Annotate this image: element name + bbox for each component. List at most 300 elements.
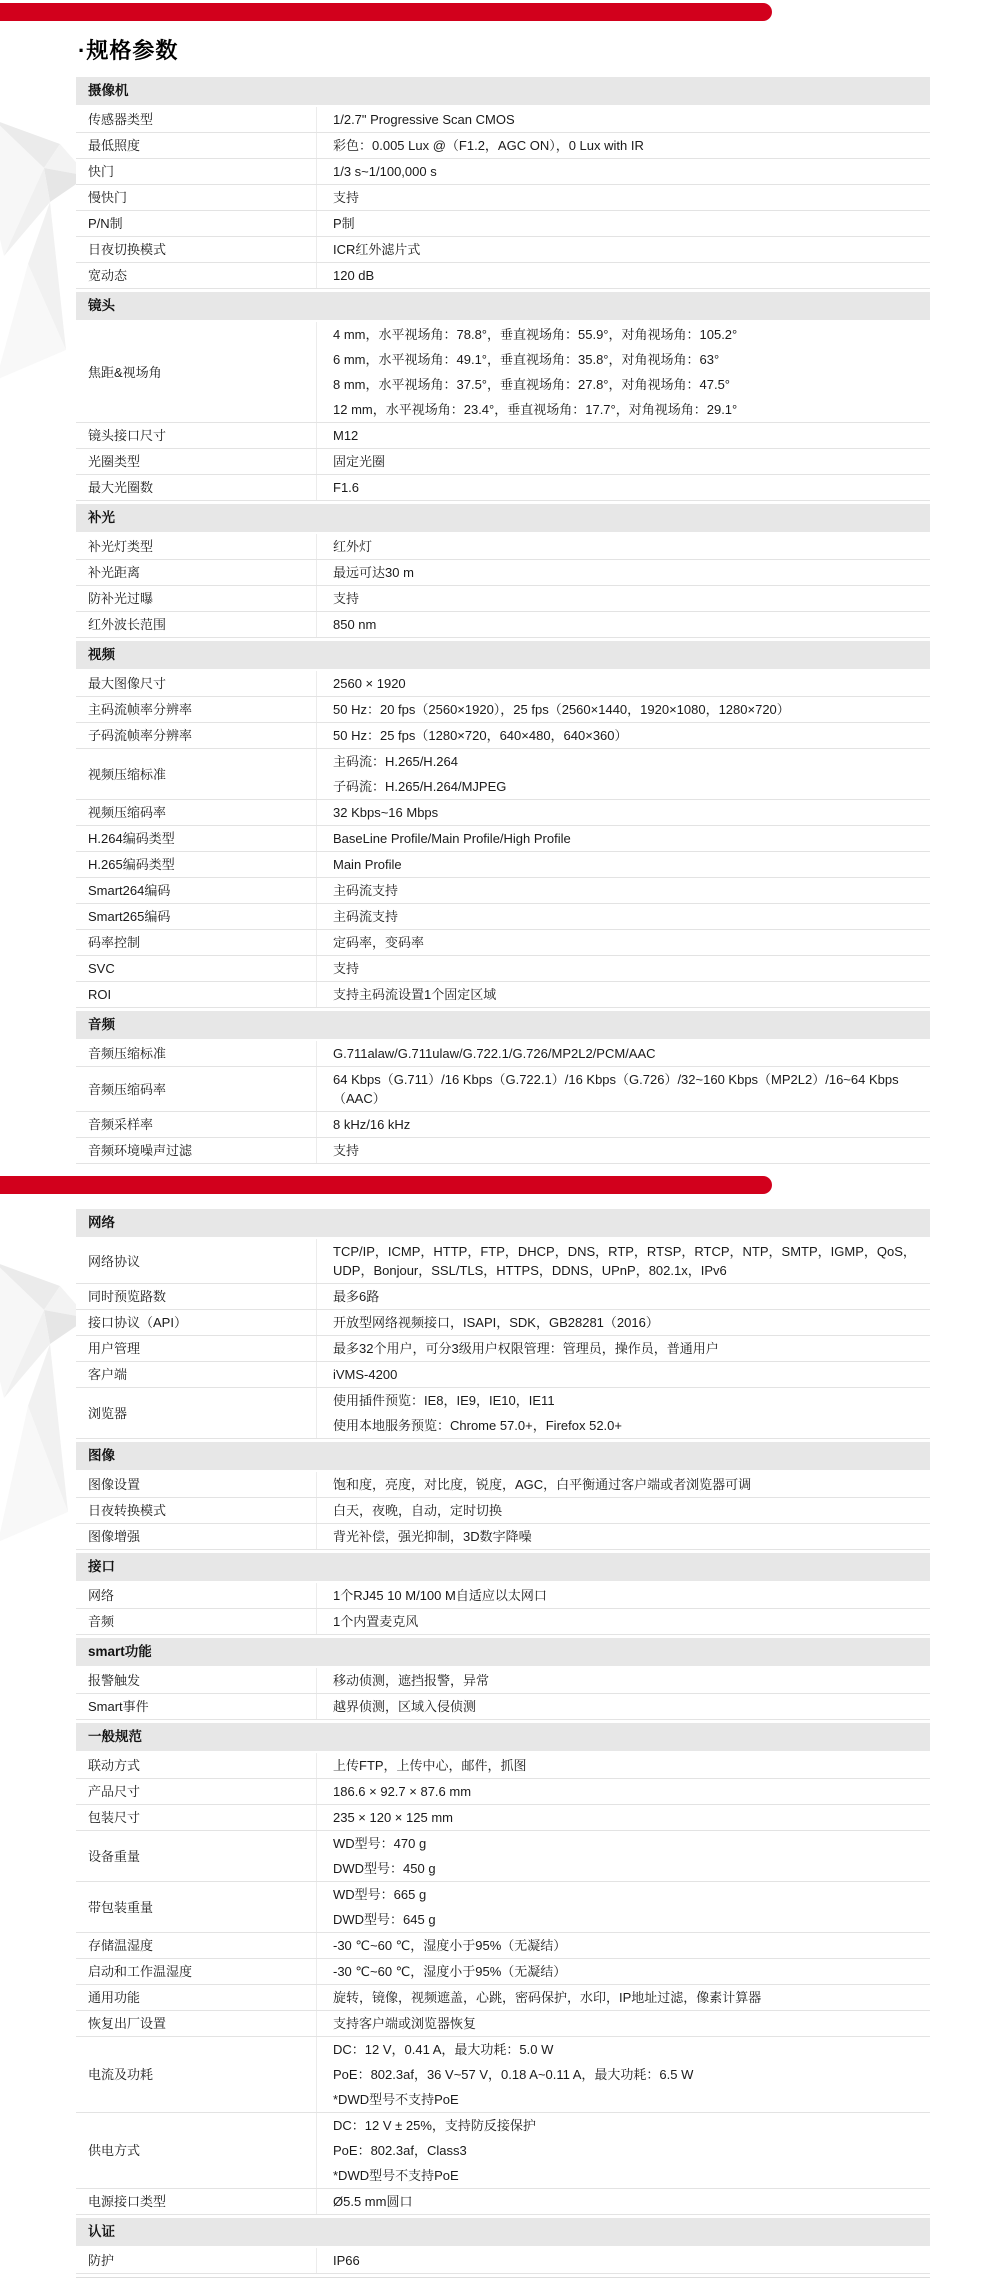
spec-value-line: 最多6路: [333, 1289, 380, 1304]
spec-label: 音频采样率: [88, 1117, 154, 1132]
middle-red-divider-bar: [0, 1176, 772, 1194]
spec-label: 码率控制: [88, 935, 141, 950]
spec-row: [76, 930, 930, 956]
spec-value-cell: [316, 1831, 930, 1881]
spec-value-line: M12: [333, 428, 359, 443]
spec-value-cell: [316, 1067, 930, 1111]
section-header: 一般规范: [76, 1723, 930, 1751]
spec-label-cell: [76, 1779, 316, 1804]
spec-value-line: IP66: [333, 2253, 360, 2268]
spec-label: 供电方式: [88, 2143, 141, 2158]
spec-value-line: PoE：802.3af，36 V~57 V，0.18 A~0.11 A，最大功耗：6.5 W: [333, 2067, 694, 2082]
spec-value-line: 主码流：H.265/H.264: [333, 754, 458, 769]
spec-value-cell: [316, 211, 930, 236]
spec-label: 最低照度: [88, 138, 141, 153]
spec-label-cell: [76, 449, 316, 474]
spec-row: [76, 1362, 930, 1388]
spec-label-cell: [76, 671, 316, 696]
spec-row: [76, 133, 930, 159]
spec-label: 日夜转换模式: [88, 1503, 167, 1518]
top-red-divider-bar: [0, 3, 772, 21]
spec-label-cell: [76, 107, 316, 132]
spec-value-line: DC：12 V ± 25%，支持防反接保护: [333, 2118, 536, 2133]
spec-value-line: 64 Kbps（G.711）/16 Kbps（G.722.1）/16 Kbps（G.726）/32~160 Kbps（MP2L2）/16~64 Kbps（AAC）: [333, 1072, 899, 1106]
spec-value-cell: [316, 534, 930, 559]
spec-row: [76, 1336, 930, 1362]
spec-value-cell: [316, 1609, 930, 1634]
spec-value-cell: [316, 1985, 930, 2010]
spec-row: [76, 956, 930, 982]
spec-value-line: PoE：802.3af，Class3: [333, 2143, 467, 2158]
spec-row: [76, 237, 930, 263]
spec-value-line: 开放型网络视频接口，ISAPI，SDK，GB28281（2016）: [333, 1315, 659, 1330]
spec-label: 音频: [88, 1614, 115, 1629]
spec-value-cell: [316, 263, 930, 288]
spec-value-line: 旋转，镜像，视频遮盖，心跳，密码保护，水印，IP地址过滤，像素计算器: [333, 1990, 762, 2005]
spec-label: 镜头接口尺寸: [88, 428, 167, 443]
spec-row: [76, 107, 930, 133]
spec-value-line: 主码流支持: [333, 909, 399, 924]
spec-value-cell: [316, 423, 930, 448]
spec-label-cell: [76, 1985, 316, 2010]
spec-value-line: 235 × 120 × 125 mm: [333, 1810, 453, 1825]
spec-value-line: 支持: [333, 190, 360, 205]
spec-label: 图像设置: [88, 1477, 141, 1492]
spec-value-cell: [316, 1362, 930, 1387]
spec-value-line: 饱和度，亮度，对比度，锐度，AGC，白平衡通过客户端或者浏览器可调: [333, 1477, 752, 1492]
spec-label-cell: [76, 1472, 316, 1497]
spec-label-cell: [76, 1668, 316, 1693]
spec-value-line: iVMS-4200: [333, 1367, 398, 1382]
spec-row: [76, 1933, 930, 1959]
spec-value-line: 固定光圈: [333, 454, 386, 469]
spec-label-cell: [76, 1362, 316, 1387]
spec-label-cell: [76, 1882, 316, 1932]
spec-label-cell: [76, 982, 316, 1007]
spec-value-line: 50 Hz：25 fps（1280×720，640×480，640×360）: [333, 728, 628, 743]
spec-label-cell: [76, 1310, 316, 1335]
spec-row: [76, 1805, 930, 1831]
spec-label-cell: [76, 1524, 316, 1549]
spec-row: [76, 1472, 930, 1498]
spec-row: [76, 1609, 930, 1635]
spec-row: [76, 1239, 930, 1284]
spec-label-cell: [76, 1284, 316, 1309]
spec-label: 带包装重量: [88, 1899, 154, 1915]
spec-label-cell: [76, 1583, 316, 1608]
spec-value-line: 1/3 s~1/100,000 s: [333, 164, 437, 179]
spec-label-cell: [76, 1609, 316, 1634]
section-header: 接口: [76, 1553, 930, 1581]
spec-value-line: 12 mm，水平视场角：23.4°，垂直视场角：17.7°，对角视场角：29.1°: [333, 402, 738, 417]
spec-row: [76, 1138, 930, 1164]
spec-label: SVC: [88, 961, 115, 976]
spec-row: [76, 2011, 930, 2037]
spec-value-cell: [316, 2037, 930, 2112]
spec-label-cell: [76, 211, 316, 236]
spec-value-line: 850 nm: [333, 617, 377, 632]
spec-label-cell: [76, 185, 316, 210]
spec-row: [76, 1882, 930, 1933]
spec-row: [76, 1753, 930, 1779]
spec-label: 音频压缩标准: [88, 1046, 167, 1061]
spec-row: [76, 1985, 930, 2011]
spec-label: 网络协议: [88, 1253, 141, 1269]
spec-value-cell: [316, 586, 930, 611]
spec-label-cell: [76, 1753, 316, 1778]
spec-value-cell: [316, 1472, 930, 1497]
spec-value-cell: [316, 1933, 930, 1958]
spec-label: 同时预览路数: [88, 1289, 167, 1304]
spec-value-line: 彩色：0.005 Lux @（F1.2，AGC ON），0 Lux with IR: [333, 138, 644, 153]
spec-label: 视频压缩标准: [88, 766, 167, 782]
spec-label-cell: [76, 2037, 316, 2112]
spec-value-line: 越界侦测，区域入侵侦测: [333, 1699, 477, 1714]
spec-label: H.264编码类型: [88, 831, 175, 846]
spec-value-cell: [316, 560, 930, 585]
spec-label-cell: [76, 159, 316, 184]
spec-value-line: Ø5.5 mm圆口: [333, 2194, 413, 2209]
spec-label: 用户管理: [88, 1341, 141, 1356]
spec-row: [76, 586, 930, 612]
spec-value-line: TCP/IP，ICMP，HTTP，FTP，DHCP，DNS，RTP，RTSP，RTCP，NTP，SMTP，IGMP，QoS，UDP，Bonjour，SSL/TLS，HTTPS，DDNS，UPnP，802.1x，IPv6: [333, 1244, 916, 1278]
spec-row: [76, 800, 930, 826]
spec-value-cell: [316, 1498, 930, 1523]
spec-value-cell: [316, 1310, 930, 1335]
spec-value-cell: [316, 1138, 930, 1163]
spec-value-line: 白天，夜晚，自动，定时切换: [333, 1503, 503, 1518]
spec-row: [76, 2113, 930, 2189]
spec-label-cell: [76, 800, 316, 825]
spec-row: [76, 534, 930, 560]
spec-label: 焦距&视场角: [88, 364, 162, 380]
section-header: smart功能: [76, 1638, 930, 1666]
spec-label: 产品尺寸: [88, 1784, 141, 1799]
spec-value-cell: [316, 2189, 930, 2214]
spec-label-cell: [76, 2113, 316, 2188]
spec-value-cell: [316, 904, 930, 929]
spec-value-line: *DWD型号不支持PoE: [333, 2168, 459, 2183]
spec-row: [76, 1041, 930, 1067]
spec-row: [76, 1112, 930, 1138]
spec-row: [76, 982, 930, 1008]
spec-label-cell: [76, 852, 316, 877]
spec-row: [76, 1694, 930, 1720]
spec-label: 通用功能: [88, 1990, 141, 2005]
spec-value-line: 最远可达30 m: [333, 565, 414, 580]
spec-label: 接口协议（API）: [88, 1315, 187, 1330]
spec-label: 启动和工作温湿度: [88, 1964, 193, 1979]
spec-value-line: DC：12 V，0.41 A，最大功耗：5.0 W: [333, 2042, 554, 2057]
spec-row: [76, 697, 930, 723]
spec-value-line: 1个内置麦克风: [333, 1614, 419, 1629]
spec-row: [76, 1779, 930, 1805]
spec-value-cell: [316, 612, 930, 637]
spec-label: 音频环境噪声过滤: [88, 1143, 193, 1158]
spec-value-line: 50 Hz：20 fps（2560×1920），25 fps（2560×1440，1920×1080，1280×720）: [333, 702, 790, 717]
spec-value-cell: [316, 982, 930, 1007]
spec-label: 光圈类型: [88, 454, 141, 469]
spec-row: [76, 749, 930, 800]
spec-row: [76, 826, 930, 852]
section-header: 视频: [76, 641, 930, 669]
spec-value-line: 6 mm，水平视场角：49.1°，垂直视场角：35.8°，对角视场角：63°: [333, 352, 720, 367]
spec-row: [76, 475, 930, 501]
spec-value-line: 移动侦测，遮挡报警，异常: [333, 1673, 490, 1688]
bottom-divider-line: [76, 2277, 930, 2278]
spec-label: 主码流帧率分辨率: [88, 702, 193, 717]
spec-value-line: 背光补偿，强光抑制，3D数字降噪: [333, 1529, 532, 1544]
spec-label: 报警触发: [88, 1673, 141, 1688]
spec-label: 图像增强: [88, 1529, 141, 1544]
spec-value-line: 8 mm，水平视场角：37.5°，垂直视场角：27.8°，对角视场角：47.5°: [333, 377, 731, 392]
spec-label-cell: [76, 826, 316, 851]
spec-label: 子码流帧率分辨率: [88, 728, 193, 743]
spec-value-line: 使用本地服务预览：Chrome 57.0+，Firefox 52.0+: [333, 1418, 622, 1433]
spec-value-line: BaseLine Profile/Main Profile/High Profile: [333, 831, 571, 846]
spec-label-cell: [76, 322, 316, 422]
spec-value-cell: [316, 749, 930, 799]
spec-row: [76, 904, 930, 930]
section-header: 补光: [76, 504, 930, 532]
spec-value-cell: [316, 449, 930, 474]
spec-label-cell: [76, 612, 316, 637]
spec-label-cell: [76, 1336, 316, 1361]
spec-label-cell: [76, 534, 316, 559]
section-header: 摄像机: [76, 77, 930, 105]
spec-row: [76, 612, 930, 638]
spec-label-cell: [76, 930, 316, 955]
spec-label: 防补光过曝: [88, 591, 154, 606]
spec-row: [76, 671, 930, 697]
spec-value-cell: [316, 107, 930, 132]
spec-label-cell: [76, 1388, 316, 1438]
spec-value-cell: [316, 1112, 930, 1137]
spec-label: 最大光圈数: [88, 480, 154, 495]
spec-value-cell: [316, 2011, 930, 2036]
spec-label: 视频压缩码率: [88, 805, 167, 820]
spec-value-cell: [316, 826, 930, 851]
spec-value-line: 支持主码流设置1个固定区域: [333, 987, 497, 1002]
spec-label: 设备重量: [88, 1848, 141, 1864]
spec-label-cell: [76, 697, 316, 722]
spec-row: [76, 2189, 930, 2215]
spec-label-cell: [76, 586, 316, 611]
spec-label-cell: [76, 956, 316, 981]
spec-label: 最大图像尺寸: [88, 676, 167, 691]
spec-value-line: 使用插件预览：IE8，IE9，IE10，IE11: [333, 1393, 555, 1408]
spec-value-cell: [316, 1805, 930, 1830]
spec-label-cell: [76, 2248, 316, 2273]
spec-value-line: 32 Kbps~16 Mbps: [333, 805, 439, 820]
spec-value-line: 2560 × 1920: [333, 676, 406, 691]
spec-row: [76, 322, 930, 423]
spec-value-cell: [316, 1388, 930, 1438]
spec-value-line: -30 ℃~60 ℃，湿度小于95%（无凝结）: [333, 1964, 567, 1979]
spec-label: 电流及功耗: [88, 2067, 154, 2082]
spec-value-line: WD型号：665 g: [333, 1887, 427, 1902]
spec-label: 补光灯类型: [88, 539, 154, 554]
spec-value-cell: [316, 1882, 930, 1932]
spec-value-cell: [316, 475, 930, 500]
spec-label: 浏览器: [88, 1405, 128, 1421]
spec-value-line: 主码流支持: [333, 883, 399, 898]
spec-label: 快门: [88, 164, 115, 179]
spec-label-cell: [76, 1933, 316, 1958]
section-header: 网络: [76, 1209, 930, 1237]
page-title: ·规格参数: [78, 38, 179, 63]
spec-label: Smart264编码: [88, 883, 171, 898]
spec-label-cell: [76, 237, 316, 262]
spec-label-cell: [76, 904, 316, 929]
spec-label: 包装尺寸: [88, 1810, 141, 1825]
spec-value-line: 120 dB: [333, 268, 375, 283]
section-header: 图像: [76, 1442, 930, 1470]
spec-label-cell: [76, 2189, 316, 2214]
spec-table-camera: [76, 74, 930, 1164]
spec-value-cell: [316, 930, 930, 955]
spec-value-line: 子码流：H.265/H.264/MJPEG: [333, 779, 507, 794]
spec-value-line: F1.6: [333, 480, 360, 495]
spec-value-line: WD型号：470 g: [333, 1836, 427, 1851]
spec-label-cell: [76, 1239, 316, 1283]
spec-value-line: *DWD型号不支持PoE: [333, 2092, 459, 2107]
spec-row: [76, 852, 930, 878]
spec-row: [76, 878, 930, 904]
spec-value-line: ICR红外滤片式: [333, 242, 421, 257]
spec-label: ROI: [88, 987, 112, 1002]
spec-value-cell: [316, 1041, 930, 1066]
spec-value-line: DWD型号：450 g: [333, 1861, 436, 1876]
spec-value-cell: [316, 1284, 930, 1309]
spec-label: 慢快门: [88, 190, 128, 205]
spec-value-cell: [316, 185, 930, 210]
spec-value-cell: [316, 1959, 930, 1984]
spec-row: [76, 1067, 930, 1112]
spec-value-line: 4 mm，水平视场角：78.8°，垂直视场角：55.9°，对角视场角：105.2°: [333, 327, 738, 342]
spec-table-network: [76, 1206, 930, 2274]
section-header: 音频: [76, 1011, 930, 1039]
spec-label-cell: [76, 560, 316, 585]
spec-value-line: -30 ℃~60 ℃，湿度小于95%（无凝结）: [333, 1938, 567, 1953]
spec-label: 网络: [88, 1588, 115, 1603]
spec-label: Smart事件: [88, 1699, 149, 1714]
spec-label-cell: [76, 475, 316, 500]
spec-value-cell: [316, 1524, 930, 1549]
spec-value-line: 支持客户端或浏览器恢复: [333, 2016, 477, 2031]
spec-value-cell: [316, 671, 930, 696]
spec-label: 存储温湿度: [88, 1938, 154, 1953]
spec-label-cell: [76, 1694, 316, 1719]
spec-row: [76, 1959, 930, 1985]
spec-label: 联动方式: [88, 1758, 141, 1773]
spec-row: [76, 1831, 930, 1882]
spec-label: Smart265编码: [88, 909, 171, 924]
spec-label: 补光距离: [88, 565, 141, 580]
spec-value-cell: [316, 159, 930, 184]
spec-value-line: 支持: [333, 1143, 360, 1158]
spec-label: 防护: [88, 2253, 115, 2268]
spec-value-cell: [316, 2248, 930, 2273]
spec-value-line: 186.6 × 92.7 × 87.6 mm: [333, 1784, 472, 1799]
spec-label-cell: [76, 1498, 316, 1523]
spec-value-line: 最多32个用户，可分3级用户权限管理：管理员，操作员，普通用户: [333, 1341, 719, 1356]
spec-row: [76, 2037, 930, 2113]
spec-label: 宽动态: [88, 268, 128, 283]
spec-label-cell: [76, 1959, 316, 1984]
spec-row: [76, 1524, 930, 1550]
spec-value-cell: [316, 1583, 930, 1608]
spec-label: 客户端: [88, 1367, 128, 1382]
spec-label: 恢复出厂设置: [88, 2016, 167, 2031]
spec-row: [76, 1310, 930, 1336]
spec-label: 红外波长范围: [88, 617, 167, 632]
spec-value-line: 上传FTP，上传中心，邮件，抓图: [333, 1758, 527, 1773]
spec-value-line: 1个RJ45 10 M/100 M自适应以太网口: [333, 1588, 547, 1603]
spec-value-line: 支持: [333, 961, 360, 976]
spec-value-cell: [316, 878, 930, 903]
spec-value-line: 1/2.7" Progressive Scan CMOS: [333, 112, 515, 127]
spec-value-line: 支持: [333, 591, 360, 606]
spec-row: [76, 723, 930, 749]
spec-value-cell: [316, 237, 930, 262]
spec-value-cell: [316, 1694, 930, 1719]
spec-label-cell: [76, 1138, 316, 1163]
spec-label-cell: [76, 1041, 316, 1066]
spec-label: 传感器类型: [88, 112, 154, 127]
spec-label-cell: [76, 749, 316, 799]
spec-value-cell: [316, 1753, 930, 1778]
spec-value-cell: [316, 1239, 930, 1283]
spec-row: [76, 2248, 930, 2274]
spec-row: [76, 263, 930, 289]
spec-label-cell: [76, 1831, 316, 1881]
spec-row: [76, 185, 930, 211]
spec-row: [76, 159, 930, 185]
spec-label-cell: [76, 1067, 316, 1111]
spec-label: H.265编码类型: [88, 857, 175, 872]
spec-row: [76, 1284, 930, 1310]
spec-value-line: 8 kHz/16 kHz: [333, 1117, 411, 1132]
spec-value-cell: [316, 1336, 930, 1361]
section-header: 认证: [76, 2218, 930, 2246]
spec-label-cell: [76, 423, 316, 448]
spec-label: P/N制: [88, 216, 123, 231]
spec-label-cell: [76, 1805, 316, 1830]
spec-label: 音频压缩码率: [88, 1081, 167, 1097]
spec-value-cell: [316, 1668, 930, 1693]
spec-row: [76, 1583, 930, 1609]
spec-row: [76, 1388, 930, 1439]
spec-value-line: 定码率，变码率: [333, 935, 425, 950]
spec-value-cell: [316, 852, 930, 877]
spec-label: 电源接口类型: [88, 2194, 167, 2209]
spec-value-cell: [316, 322, 930, 422]
spec-label-cell: [76, 263, 316, 288]
spec-row: [76, 449, 930, 475]
spec-value-cell: [316, 800, 930, 825]
spec-label-cell: [76, 133, 316, 158]
section-header: 镜头: [76, 292, 930, 320]
spec-value-line: G.711alaw/G.711ulaw/G.722.1/G.726/MP2L2/PCM/AAC: [333, 1046, 656, 1061]
spec-value-line: DWD型号：645 g: [333, 1912, 436, 1927]
spec-value-line: P制: [333, 216, 355, 231]
spec-row: [76, 211, 930, 237]
spec-value-line: Main Profile: [333, 857, 402, 872]
spec-value-cell: [316, 2113, 930, 2188]
spec-value-cell: [316, 133, 930, 158]
spec-value-cell: [316, 1779, 930, 1804]
